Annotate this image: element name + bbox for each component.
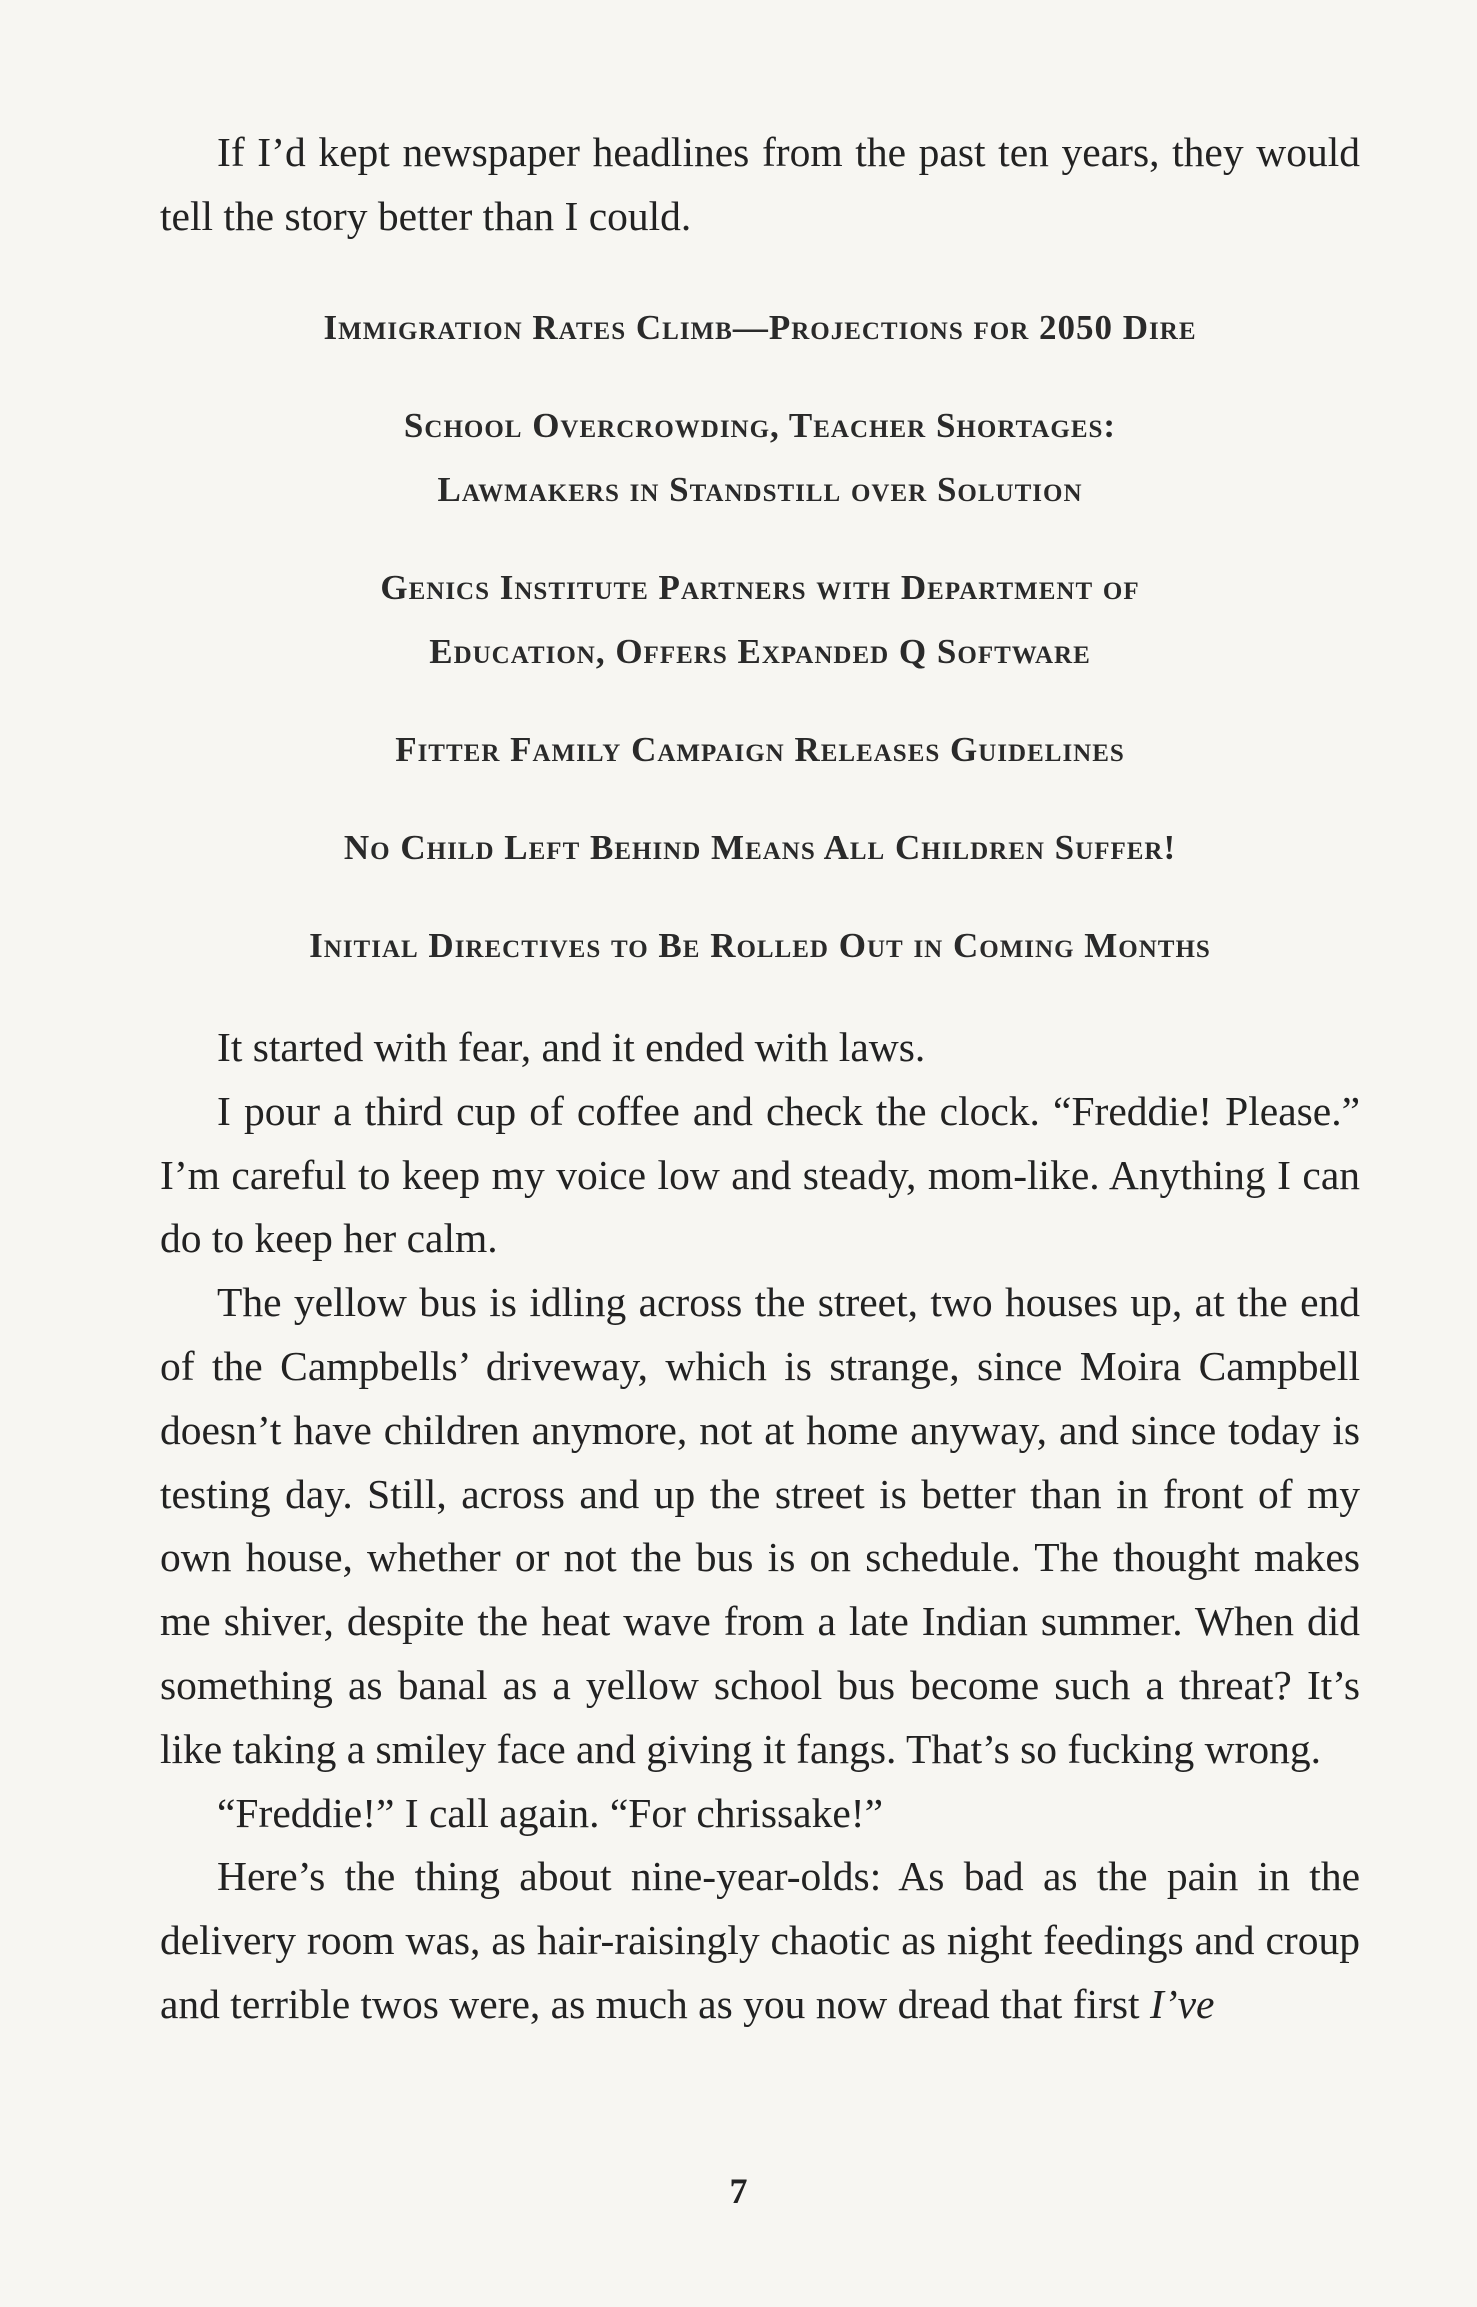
headline-line: School Overcrowding, Teacher Shortages: [403, 406, 1117, 445]
headline-line: Education, Offers Expanded Q Software [429, 632, 1091, 671]
headline-line: Lawmakers in Standstill over Solution [437, 470, 1083, 509]
body-paragraph: I pour a third cup of coffee and check the clock. “Freddie! Please.” I’m careful to keep my voice low and steady, mom-like. Anything I can do to keep her calm. [160, 1087, 1360, 1262]
headline-line: Immigration Rates Climb—Projections for 2050 Dire [323, 308, 1197, 347]
headline-line: Fitter Family Campaign Releases Guidelines [395, 730, 1125, 769]
body-text [160, 1016, 1360, 2037]
body-paragraph: “Freddie!” I call again. “For chrissake!” [217, 1789, 883, 1836]
intro-paragraph: If I’d kept newspaper headlines from the past ten years, they would tell the story better than I could. [160, 129, 1360, 239]
headline-1 [160, 296, 1360, 360]
headline-2 [160, 394, 1360, 522]
headline-6 [160, 914, 1360, 978]
headline-5 [160, 816, 1360, 880]
body-paragraph: It started with fear, and it ended with laws. [217, 1024, 926, 1070]
intro-text [160, 121, 1360, 249]
headline-4 [160, 718, 1360, 782]
headline-3 [160, 556, 1360, 684]
italic-word: I’ve [1149, 1980, 1215, 2027]
headline-list [160, 296, 1360, 1012]
headline-line: Genics Institute Partners with Department of [380, 568, 1140, 607]
page-number: 7 [729, 2171, 748, 2211]
body-paragraph-text: Here’s the thing about nine-year-olds: As bad as the pain in the delivery room was, as hair-raisingly chaotic as night feedings and croup and terrible twos were, as much as you now dread that first [160, 1853, 1360, 2027]
body-paragraph-last [160, 1845, 1360, 2036]
body-paragraph: The yellow bus is idling across the street, two houses up, at the end of the Campbells’ driveway, which is strange, since Moira Campbell doesn’t have children anymore, not at home anyway, and since today is testing day. Still, across and up the street is better than in front of my own house, whether or not the bus is on schedule. The thought makes me shiver, despite the heat wave from a late Indian summer. When did something as banal as a yellow school bus become such a threat? It’s like taking a smiley face and giving it fangs. That’s so fucking wrong. [160, 1279, 1360, 1772]
headline-line: Initial Directives to Be Rolled Out in Coming Months [309, 926, 1211, 965]
headline-line: No Child Left Behind Means All Children Suffer! [343, 828, 1177, 867]
